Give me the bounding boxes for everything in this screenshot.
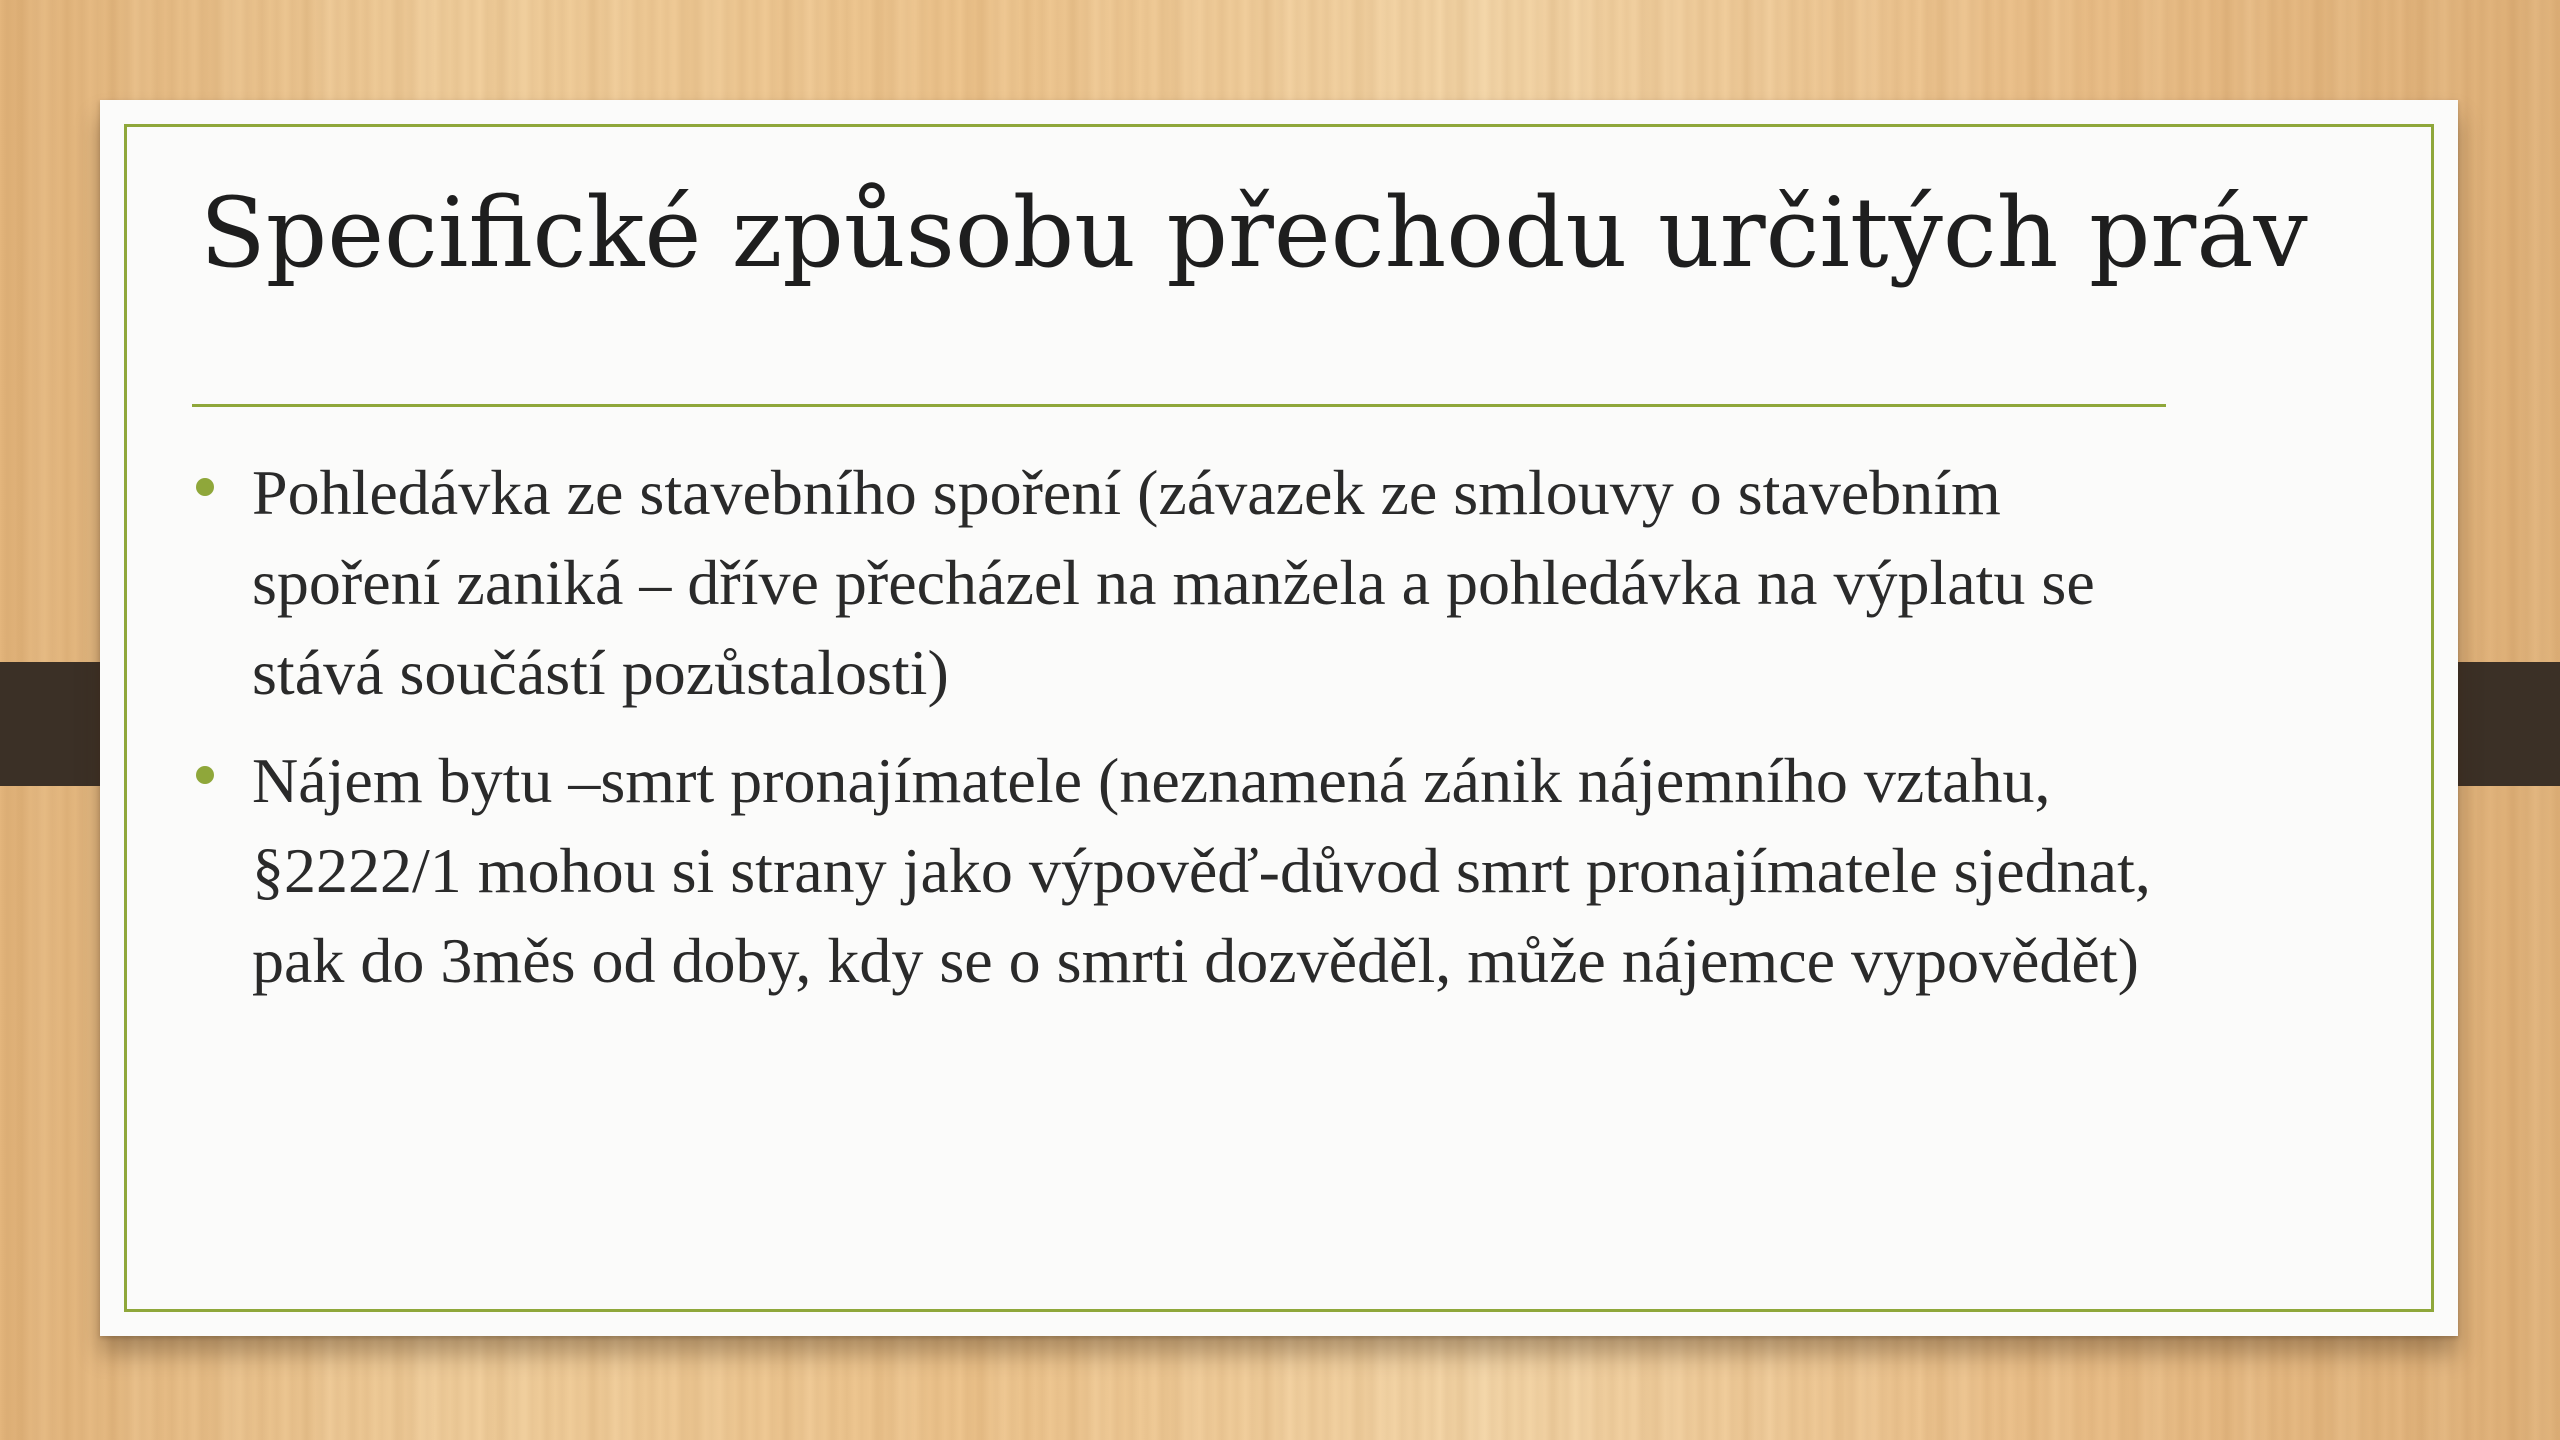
bullet-item	[196, 736, 2156, 1006]
title-divider	[192, 404, 2166, 407]
bullet-text: Nájem bytu –smrt pronajímatele (neznamená zánik nájemního vztahu, §2222/1 mohou si strany jako výpověď-důvod smrt pronajímatele sjednat, pak do 3měs od doby, kdy se o smrti dozvěděl, může nájemce vypovědět)	[252, 745, 2151, 996]
bullet-list	[196, 448, 2156, 1024]
bullet-text: Pohledávka ze stavebního spoření (závazek ze smlouvy o stavebním spoření zaniká – dříve přecházel na manžela a pohledávka na výplatu se stává součástí pozůstalosti)	[252, 457, 2095, 708]
bullet-item	[196, 448, 2156, 718]
slide-title: Specifické způsobu přechodu určitých práv	[200, 177, 2308, 289]
bullet-dot-icon	[196, 766, 214, 784]
bullet-dot-icon	[196, 478, 214, 496]
